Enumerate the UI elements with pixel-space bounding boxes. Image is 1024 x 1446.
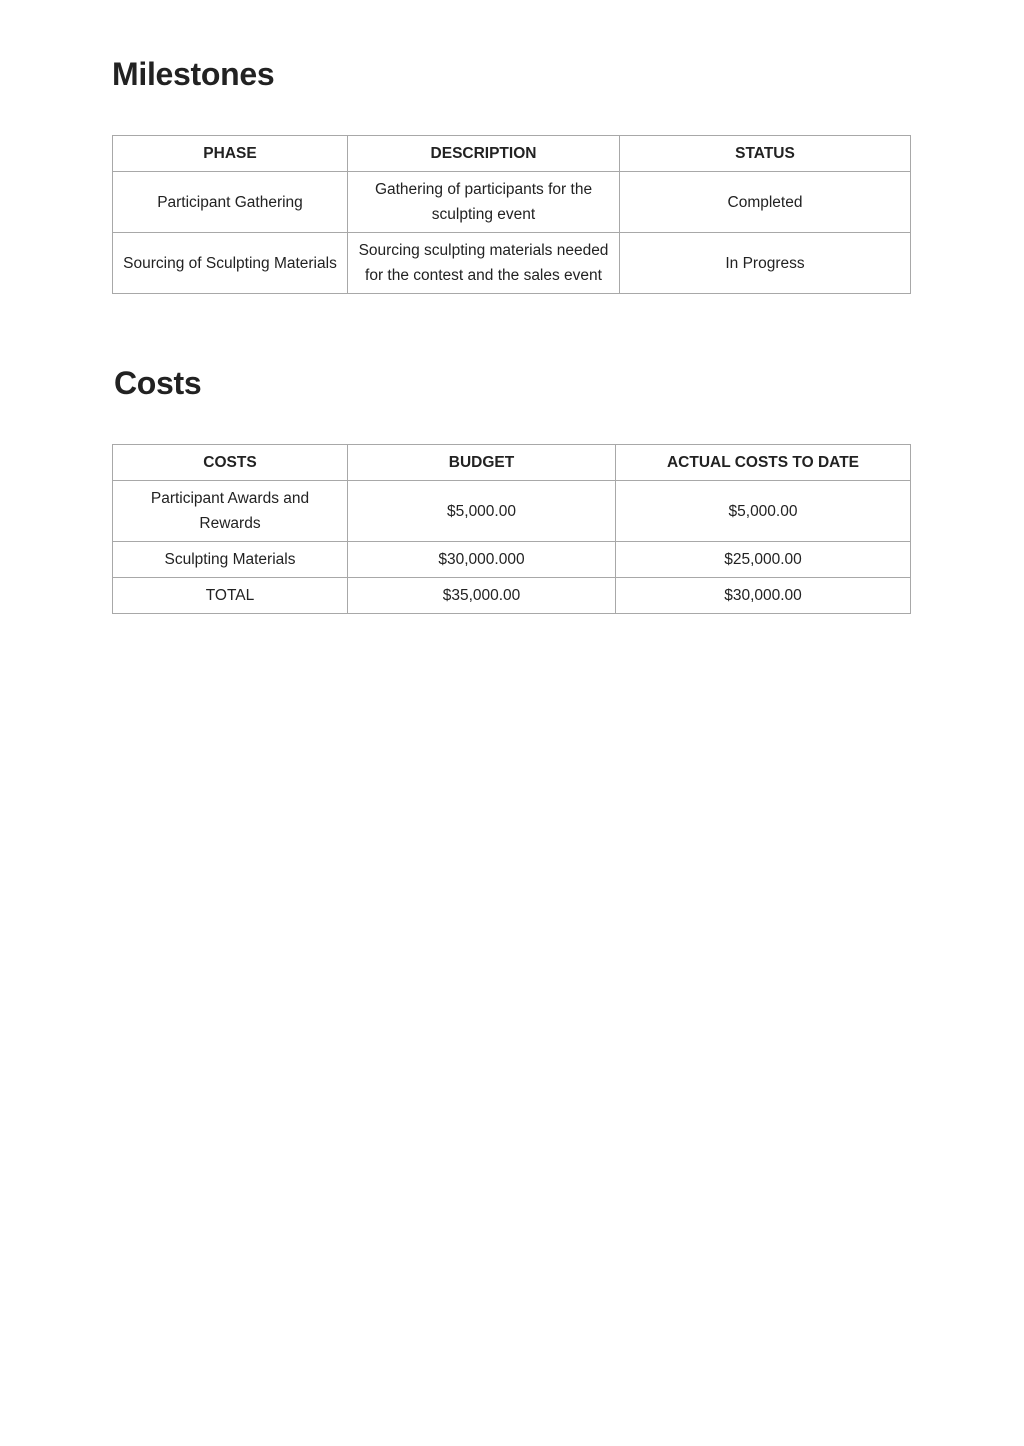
phase-cell: Sourcing of Sculpting Materials [113, 233, 348, 294]
description-cell: Sourcing sculpting materials needed for the contest and the sales event [348, 233, 620, 294]
table-row [113, 233, 911, 294]
status-cell: In Progress [620, 233, 911, 294]
table-row-total [113, 578, 911, 614]
cost-item-cell: Participant Awards and Rewards [113, 481, 348, 542]
costs-heading: Costs [114, 365, 202, 401]
status-cell: Completed [620, 172, 911, 233]
table-header-row [113, 445, 911, 481]
column-header-description: DESCRIPTION [348, 136, 620, 172]
actual-cost-cell: $25,000.00 [616, 542, 911, 578]
budget-cell: $30,000.000 [348, 542, 616, 578]
description-cell: Gathering of participants for the sculpting event [348, 172, 620, 233]
column-header-status: STATUS [620, 136, 911, 172]
cost-item-cell: TOTAL [113, 578, 348, 614]
budget-cell: $35,000.00 [348, 578, 616, 614]
table-header-row [113, 136, 911, 172]
budget-cell: $5,000.00 [348, 481, 616, 542]
phase-cell: Participant Gathering [113, 172, 348, 233]
milestones-heading: Milestones [112, 56, 275, 92]
actual-cost-cell: $5,000.00 [616, 481, 911, 542]
column-header-actual-costs: ACTUAL COSTS TO DATE [616, 445, 911, 481]
costs-table [112, 444, 911, 614]
table-row [113, 542, 911, 578]
table-row [113, 172, 911, 233]
milestones-table [112, 135, 911, 294]
column-header-costs: COSTS [113, 445, 348, 481]
cost-item-cell: Sculpting Materials [113, 542, 348, 578]
table-row [113, 481, 911, 542]
actual-cost-cell: $30,000.00 [616, 578, 911, 614]
column-header-phase: PHASE [113, 136, 348, 172]
column-header-budget: BUDGET [348, 445, 616, 481]
